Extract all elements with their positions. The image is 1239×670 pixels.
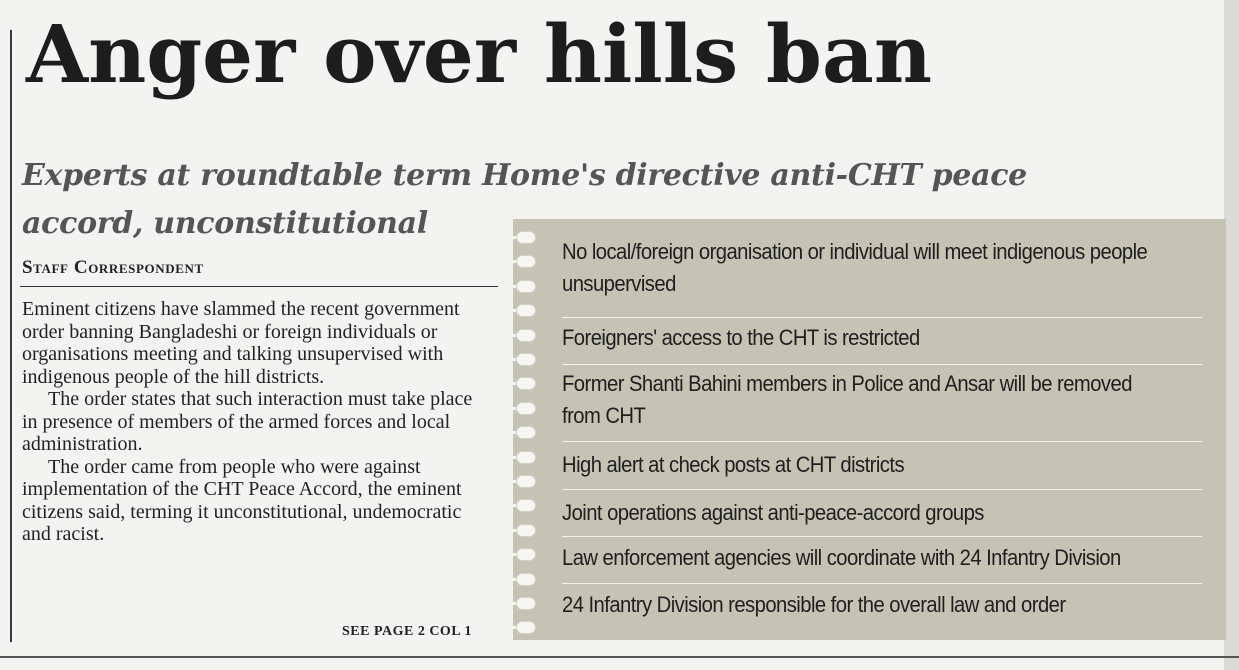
point-divider (562, 317, 1202, 318)
headline: Anger over hills ban (26, 7, 932, 101)
binding-ring (516, 548, 536, 561)
column-rule (10, 30, 12, 642)
binding-ring (516, 304, 536, 317)
binding-ring (516, 402, 536, 415)
point-divider (562, 489, 1202, 490)
byline-divider (20, 286, 498, 287)
paragraph: The order came from people who were against implementation of the CHT Peace Accord, the eminent citizens said, terming it unconstitutional, undemocratic and racist. (22, 455, 462, 545)
sidebar-point: Foreigners' access to the CHT is restricted (562, 325, 920, 350)
binding-ring (516, 597, 536, 610)
binding-ring (516, 255, 536, 268)
binding-ring (516, 524, 536, 537)
subheadline: Experts at roundtable term Home's directive anti-CHT peace accord, unconstitutional (22, 158, 1027, 241)
point-divider (562, 536, 1202, 537)
sidebar-point: Law enforcement agencies will coordinate with 24 Infantry Division (562, 545, 1121, 570)
binding-ring (516, 329, 536, 342)
sidebar-point: Joint operations against anti-peace-accord groups (562, 500, 984, 525)
byline: Staff Correspondent (22, 257, 204, 278)
page-bottom-rule (0, 656, 1239, 658)
binding-ring (516, 353, 536, 366)
binding-ring (516, 573, 536, 586)
point-divider (562, 583, 1202, 584)
binding-ring (516, 499, 536, 512)
paragraph: The order states that such interaction must take place in presence of members of the armed forces and local administration. (22, 388, 473, 455)
binding-ring (516, 280, 536, 293)
sidebar-point: Former Shanti Bahini members in Police and Ansar will be removed from CHT (562, 371, 1132, 428)
page-edge (1224, 0, 1239, 670)
binding-ring (516, 451, 536, 464)
binding-ring (516, 377, 536, 390)
binding-ring (516, 231, 536, 244)
paragraph: Eminent citizens have slammed the recent government order banning Bangladeshi or foreign individuals or organisations meeting and talking unsupervised with indigenous people of the hill districts. (22, 298, 460, 388)
spiral-binding (508, 219, 548, 640)
point-divider (562, 364, 1202, 365)
sidebar-point: 24 Infantry Division responsible for the overall law and order (562, 592, 1066, 617)
binding-ring (516, 621, 536, 634)
article-body (22, 298, 492, 546)
point-divider (562, 441, 1202, 442)
continuation-link[interactable]: SEE PAGE 2 COL 1 (342, 624, 472, 639)
sidebar-point: High alert at check posts at CHT districts (562, 452, 905, 477)
binding-ring (516, 426, 536, 439)
sidebar-point: No local/foreign organisation or individual will meet indigenous people unsupervised (562, 239, 1148, 296)
binding-ring (516, 475, 536, 488)
